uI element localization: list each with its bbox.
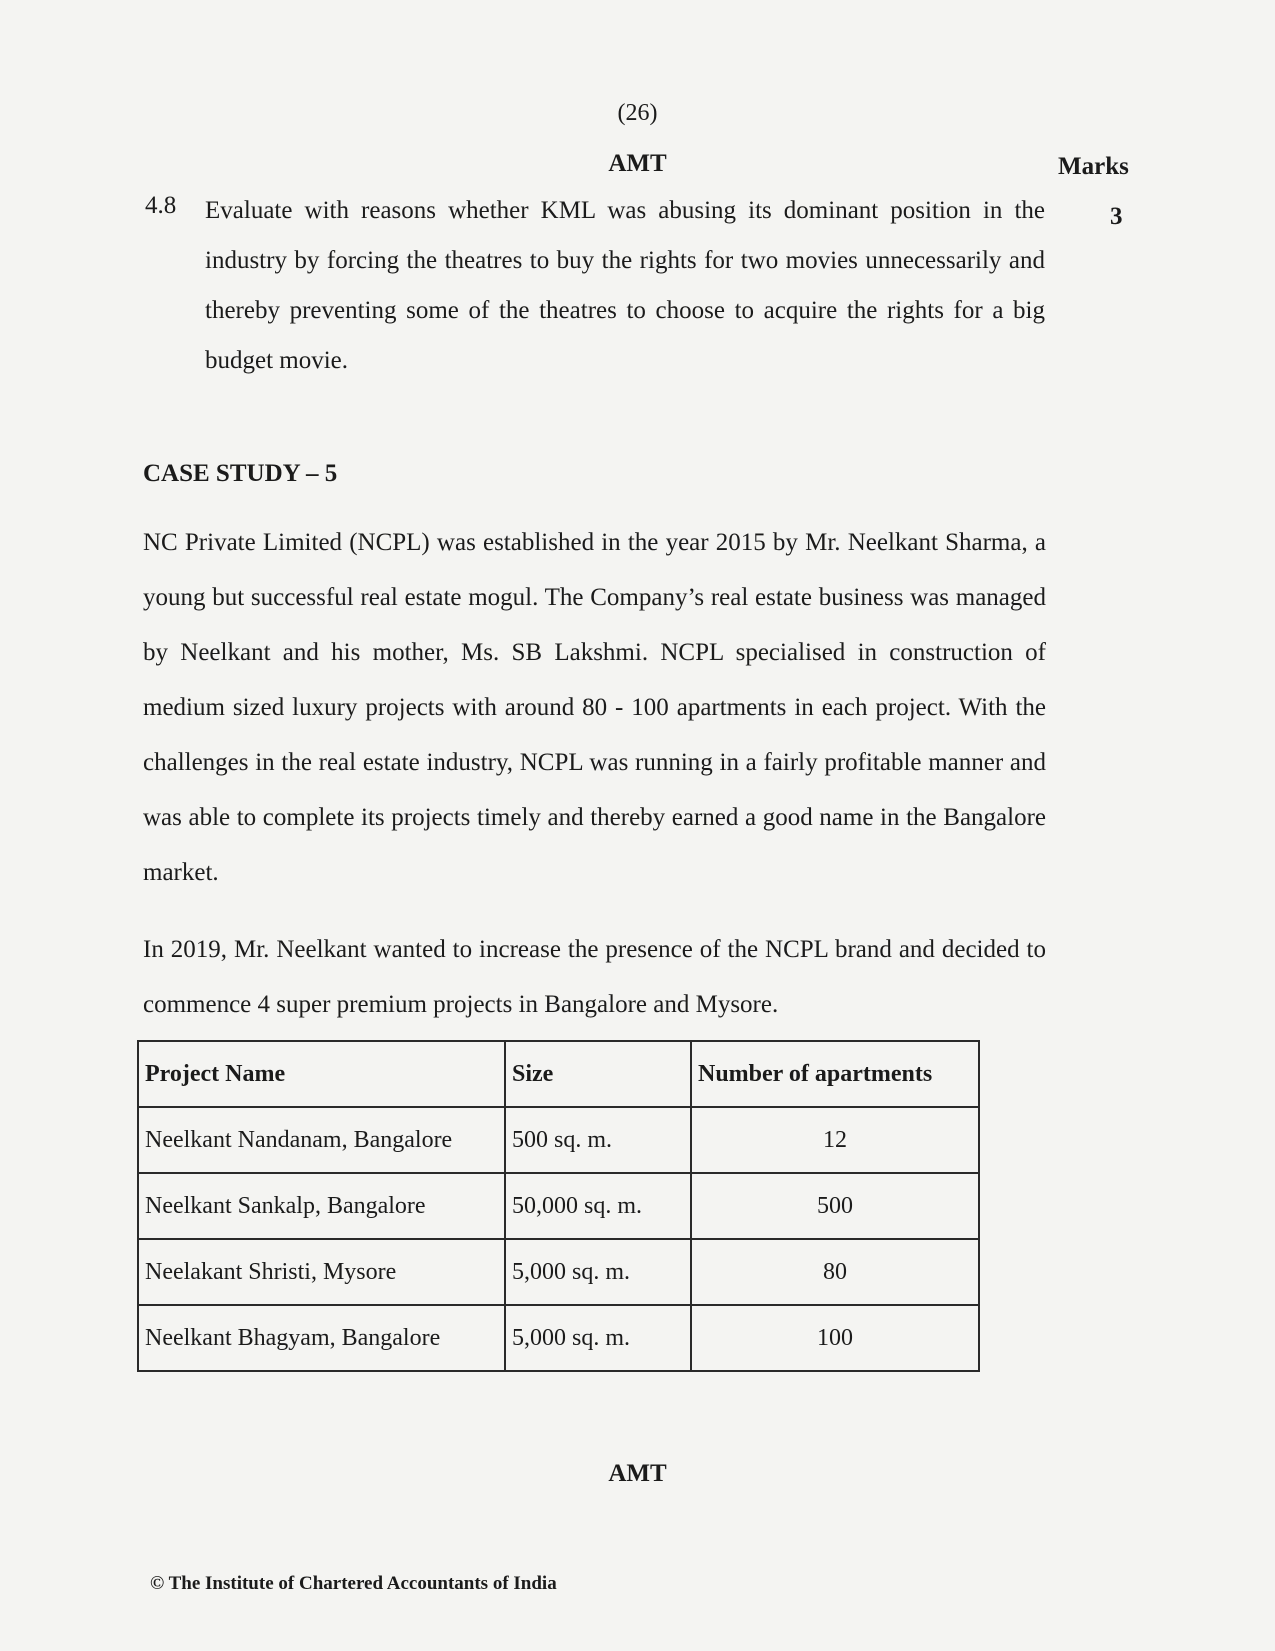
project-name-cell: Neelkant Sankalp, Bangalore: [138, 1173, 505, 1239]
page-number: (26): [617, 100, 658, 126]
case-study-paragraph: NC Private Limited (NCPL) was established in the year 2015 by Mr. Neelkant Sharma, a young but successful real estate mogul. The Company’s real estate business was managed by Neelkant and his mother, Ms. SB Lakshmi. NCPL specialised in construction of medium sized luxury projects with around 80 - 100 apartments in each project. With the challenges in the real estate industry, NCPL was running in a fairly profitable manner and was able to complete its projects timely and thereby earned a good name in the Bangalore market.: [143, 529, 1046, 886]
project-name-cell: Neelkant Nandanam, Bangalore: [138, 1107, 505, 1173]
question-marks: 3: [1110, 203, 1123, 230]
apartments-cell: 12: [691, 1107, 979, 1173]
size-cell: 5,000 sq. m.: [505, 1239, 691, 1305]
projects-table: [137, 1040, 980, 1372]
page-header-title: AMT: [608, 150, 667, 177]
size-cell: 50,000 sq. m.: [505, 1173, 691, 1239]
question-text: Evaluate with reasons whether KML was abusing its dominant position in the industry by forcing the theatres to buy the rights for two movies unnecessarily and thereby preventing some of the theatres to choose to acquire the rights for a big budget movie.: [205, 197, 1045, 374]
project-name-cell: Neelkant Bhagyam, Bangalore: [138, 1305, 505, 1371]
apartments-cell: 100: [691, 1305, 979, 1371]
apartments-cell: 80: [691, 1239, 979, 1305]
page-footer-title: AMT: [608, 1460, 667, 1487]
table-row: [138, 1305, 979, 1371]
column-header: Project Name: [138, 1041, 505, 1107]
size-cell: 5,000 sq. m.: [505, 1305, 691, 1371]
question-number: 4.8: [145, 192, 177, 219]
table-header-row: [138, 1041, 979, 1107]
column-header: Number of apartments: [691, 1041, 979, 1107]
size-cell: 500 sq. m.: [505, 1107, 691, 1173]
project-name-cell: Neelakant Shristi, Mysore: [138, 1239, 505, 1305]
case-study-paragraph: In 2019, Mr. Neelkant wanted to increase the presence of the NCPL brand and decided to commence 4 super premium projects in Bangalore and Mysore.: [143, 936, 1046, 1018]
copyright-notice: © The Institute of Chartered Accountants of India: [150, 1573, 557, 1594]
apartments-cell: 500: [691, 1173, 979, 1239]
case-study-title: CASE STUDY – 5: [143, 460, 338, 487]
column-header: Size: [505, 1041, 691, 1107]
table-row: [138, 1173, 979, 1239]
table-row: [138, 1107, 979, 1173]
table-row: [138, 1239, 979, 1305]
marks-column-heading: Marks: [1058, 153, 1129, 180]
